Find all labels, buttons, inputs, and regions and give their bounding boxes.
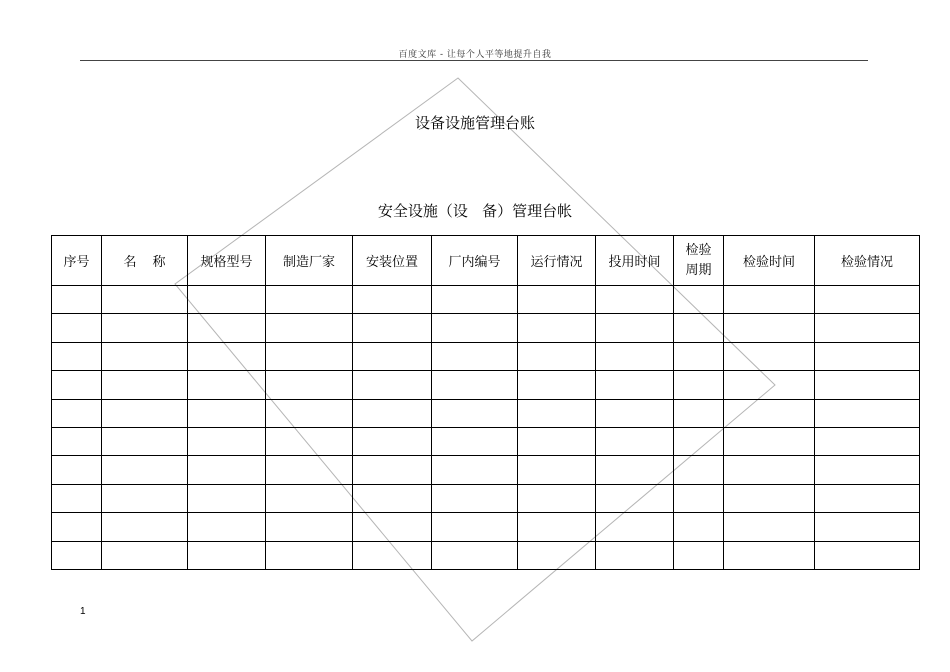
table-header-row — [52, 236, 920, 286]
table-cell — [596, 399, 674, 427]
table-cell — [102, 427, 188, 455]
table-cell — [52, 427, 102, 455]
table-cell — [102, 286, 188, 314]
table-cell — [188, 513, 266, 541]
column-header-install-location: 安装位置 — [353, 236, 432, 286]
table-cell — [815, 371, 920, 399]
table-cell — [596, 286, 674, 314]
table-cell — [432, 399, 518, 427]
table-cell — [596, 314, 674, 342]
table-cell — [674, 314, 724, 342]
table-cell — [432, 371, 518, 399]
column-header-model-spec: 规格型号 — [188, 236, 266, 286]
table-row — [52, 541, 920, 569]
table-cell — [674, 541, 724, 569]
table-cell — [815, 513, 920, 541]
table-cell — [188, 399, 266, 427]
column-header-serial-number: 序号 — [52, 236, 102, 286]
table-cell — [102, 314, 188, 342]
table-cell — [188, 371, 266, 399]
header-divider — [80, 60, 868, 61]
table-cell — [102, 484, 188, 512]
column-header-manufacturer: 制造厂家 — [266, 236, 353, 286]
table-row — [52, 314, 920, 342]
table-cell — [518, 456, 596, 484]
table-cell — [266, 286, 353, 314]
table-cell — [353, 286, 432, 314]
table-cell — [674, 456, 724, 484]
table-cell — [596, 484, 674, 512]
table-cell — [674, 286, 724, 314]
table-cell — [518, 513, 596, 541]
table-row — [52, 371, 920, 399]
table-cell — [52, 484, 102, 512]
table-cell — [188, 484, 266, 512]
table-row — [52, 513, 920, 541]
table-cell — [353, 314, 432, 342]
table-cell — [188, 286, 266, 314]
table-cell — [52, 286, 102, 314]
table-cell — [266, 513, 353, 541]
table-cell — [52, 541, 102, 569]
table-cell — [432, 342, 518, 370]
table-title: 安全设施（设 备）管理台帐 — [377, 202, 573, 220]
column-header-operation-status: 运行情况 — [518, 236, 596, 286]
table-cell — [815, 484, 920, 512]
table-row — [52, 286, 920, 314]
table-cell — [518, 342, 596, 370]
table-cell — [52, 314, 102, 342]
table-cell — [596, 513, 674, 541]
table-cell — [674, 484, 724, 512]
table-cell — [815, 286, 920, 314]
table-cell — [353, 484, 432, 512]
table-cell — [815, 541, 920, 569]
table-cell — [518, 484, 596, 512]
page-header-text: 百度文库 - 让每个人平等地提升自我 — [398, 50, 552, 60]
table-cell — [102, 456, 188, 484]
table-cell — [596, 427, 674, 455]
table-cell — [353, 513, 432, 541]
table-cell — [188, 456, 266, 484]
table-cell — [52, 513, 102, 541]
table-cell — [518, 541, 596, 569]
table-cell — [52, 342, 102, 370]
table-cell — [724, 484, 815, 512]
table-cell — [52, 456, 102, 484]
table-cell — [518, 371, 596, 399]
table-cell — [266, 371, 353, 399]
table-cell — [188, 342, 266, 370]
table-cell — [596, 371, 674, 399]
table-cell — [724, 342, 815, 370]
table-cell — [266, 484, 353, 512]
table-cell — [102, 541, 188, 569]
table-cell — [596, 541, 674, 569]
column-header-inspection-time: 检验时间 — [724, 236, 815, 286]
table-cell — [102, 399, 188, 427]
table-cell — [432, 513, 518, 541]
table-cell — [188, 314, 266, 342]
table-cell — [724, 399, 815, 427]
table-cell — [815, 427, 920, 455]
table-row — [52, 456, 920, 484]
table-cell — [815, 399, 920, 427]
table-cell — [596, 342, 674, 370]
table-cell — [188, 427, 266, 455]
table-cell — [724, 314, 815, 342]
table-cell — [674, 342, 724, 370]
table-cell — [596, 456, 674, 484]
table-cell — [724, 427, 815, 455]
table-cell — [518, 399, 596, 427]
page-number: 1 — [80, 606, 86, 617]
table-cell — [724, 286, 815, 314]
table-cell — [266, 314, 353, 342]
column-header-inspection-cycle: 检验 周期 — [674, 236, 724, 286]
table-cell — [432, 456, 518, 484]
table-cell — [52, 371, 102, 399]
table-cell — [432, 286, 518, 314]
document-title: 设备设施管理台账 — [414, 114, 535, 132]
table-row — [52, 427, 920, 455]
table-cell — [432, 314, 518, 342]
table-cell — [353, 342, 432, 370]
column-header-inspection-result: 检验情况 — [815, 236, 920, 286]
table-cell — [724, 541, 815, 569]
table-cell — [353, 427, 432, 455]
table-cell — [432, 541, 518, 569]
table-cell — [266, 541, 353, 569]
table-cell — [432, 484, 518, 512]
table-cell — [102, 513, 188, 541]
table-cell — [266, 427, 353, 455]
table-cell — [724, 513, 815, 541]
table-cell — [674, 399, 724, 427]
table-cell — [188, 541, 266, 569]
table-row — [52, 484, 920, 512]
column-header-plant-number: 厂内编号 — [432, 236, 518, 286]
table-row — [52, 399, 920, 427]
table-cell — [674, 513, 724, 541]
column-header-commission-time: 投用时间 — [596, 236, 674, 286]
table-cell — [266, 342, 353, 370]
table-body — [52, 286, 920, 570]
table-cell — [353, 371, 432, 399]
table-cell — [353, 456, 432, 484]
equipment-ledger-table — [51, 235, 920, 570]
table-row — [52, 342, 920, 370]
table-cell — [266, 399, 353, 427]
table-cell — [815, 314, 920, 342]
table-cell — [353, 541, 432, 569]
table-cell — [102, 342, 188, 370]
table-cell — [266, 456, 353, 484]
table-cell — [724, 456, 815, 484]
table-cell — [52, 399, 102, 427]
table-cell — [815, 342, 920, 370]
table-cell — [353, 399, 432, 427]
table-cell — [518, 314, 596, 342]
table-cell — [518, 427, 596, 455]
table-cell — [432, 427, 518, 455]
table-cell — [674, 371, 724, 399]
table-cell — [674, 427, 724, 455]
column-header-name: 名称 — [102, 236, 188, 286]
table-cell — [724, 371, 815, 399]
table-cell — [102, 371, 188, 399]
table-cell — [518, 286, 596, 314]
table-cell — [815, 456, 920, 484]
